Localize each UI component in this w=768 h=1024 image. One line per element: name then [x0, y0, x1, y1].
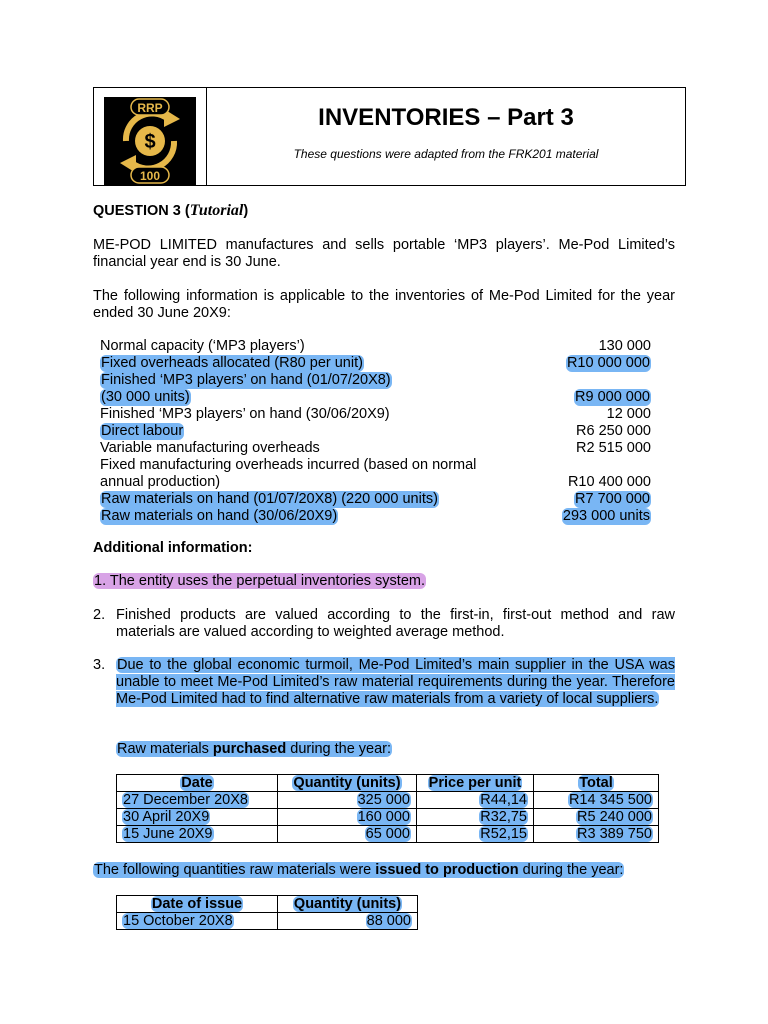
purchases-table [116, 774, 659, 843]
inventory-value: R2 515 000 [576, 440, 651, 456]
inventory-label: Finished ‘MP3 players’ on hand (01/07/20X8) [101, 372, 391, 388]
intro-paragraph-2: The following information is applicable to the inventories of Me-Pod Limited for the year ended 30 June 20X9: [93, 288, 675, 321]
additional-item-1 [93, 573, 426, 589]
additional-item-2-text: Finished products are valued according to the first-in, first-out method and raw materials are valued according to weighted average method. [116, 607, 675, 640]
column-header-quantity: Quantity (units) [278, 775, 417, 792]
cell-date: 30 April 20X9 [117, 809, 278, 826]
inventory-row [100, 508, 651, 525]
inventory-value: R6 250 000 [576, 423, 651, 439]
cell-quantity: 160 000 [278, 809, 417, 826]
intro-paragraph-1: ME-POD LIMITED manufactures and sells portable ‘MP3 players’. Me-Pod Limited’s financial year end is 30 June. [93, 237, 675, 270]
cell-quantity: 325 000 [278, 792, 417, 809]
inventory-row [100, 491, 651, 508]
issued-bold: issued to production [375, 862, 519, 878]
inventory-row [100, 440, 651, 457]
column-header-total: Total [534, 775, 659, 792]
cell-total: R14 345 500 [534, 792, 659, 809]
inventory-row [100, 372, 651, 389]
inventory-label: (30 000 units) [101, 389, 190, 405]
cell-quantity: 65 000 [278, 826, 417, 843]
table-row [117, 792, 659, 809]
issued-pre: The following quantities raw materials were [94, 862, 376, 878]
logo-bottom-text: 100 [139, 169, 161, 183]
inventory-row [100, 355, 651, 372]
issued-post: during the year: [518, 862, 624, 878]
additional-item-3-text: Due to the global economic turmoil, Me-Pod Limited’s main supplier in the USA was unable to meet Me-Pod Limited’s raw material requirements during the year. Therefore Me-Pod Limited had to find alternative raw materials from a variety of local suppliers. [116, 657, 675, 707]
cell-price: R32,75 [417, 809, 534, 826]
inventory-label: Finished ‘MP3 players’ on hand (30/06/20X9) [100, 406, 390, 422]
cell-date: 15 October 20X8 [117, 913, 278, 930]
inventory-label: Normal capacity (‘MP3 players’) [100, 338, 305, 354]
table-row [117, 913, 418, 930]
inventory-row [100, 457, 651, 474]
question-tag: Tutorial [189, 202, 244, 219]
inventory-label: Fixed manufacturing overheads incurred (based on normal [100, 457, 477, 473]
inventory-label: Variable manufacturing overheads [100, 440, 320, 456]
purchased-bold: purchased [212, 741, 287, 757]
table-header-row [117, 896, 418, 913]
inventory-value: R10 400 000 [567, 474, 651, 490]
question-close: ) [243, 203, 249, 219]
inventory-row [100, 406, 651, 423]
table-row [117, 809, 659, 826]
additional-item-1-text: 1. The entity uses the perpetual inventories system. [94, 573, 425, 589]
column-header-date-of-issue: Date of issue [117, 896, 278, 913]
inventory-value: 12 000 [606, 406, 651, 422]
inventory-value: 293 000 units [562, 508, 650, 524]
inventory-row [100, 423, 651, 440]
question-label: QUESTION 3 ( [93, 203, 190, 219]
issued-caption [93, 862, 624, 878]
cell-date: 27 December 20X8 [117, 792, 278, 809]
rrp-100-logo [104, 97, 196, 185]
additional-item-3 [116, 657, 675, 708]
cell-total: R3 389 750 [534, 826, 659, 843]
additional-item-3-number: 3. [93, 657, 106, 673]
issues-table [116, 895, 418, 930]
inventory-value: R9 000 000 [575, 389, 650, 405]
cell-quantity: 88 000 [278, 913, 418, 930]
inventory-label: Raw materials on hand (01/07/20X8) (220 000 units) [101, 491, 438, 507]
cell-price: R44,14 [417, 792, 534, 809]
svg-text:$: $ [144, 131, 156, 153]
column-header-quantity: Quantity (units) [278, 896, 418, 913]
logo-cell [94, 88, 207, 185]
page-subtitle: These questions were adapted from the FRK201 material [293, 147, 599, 161]
purchased-caption [116, 741, 392, 757]
header-box [93, 87, 686, 186]
question-heading [93, 202, 248, 220]
inventory-row [100, 338, 651, 355]
cell-total: R5 240 000 [534, 809, 659, 826]
additional-item-2-number: 2. [93, 607, 106, 623]
cell-date: 15 June 20X9 [117, 826, 278, 843]
inventory-value: R10 000 000 [566, 355, 650, 371]
inventory-label: Direct labour [101, 423, 184, 439]
page-title: INVENTORIES – Part 3 [318, 104, 574, 131]
inventory-row [100, 389, 651, 406]
inventory-row [100, 474, 651, 491]
purchased-post: during the year: [286, 741, 392, 757]
purchased-pre: Raw materials [117, 741, 213, 757]
cell-price: R52,15 [417, 826, 534, 843]
inventory-value: R7 700 000 [575, 491, 650, 507]
table-header-row [117, 775, 659, 792]
inventory-label: Fixed overheads allocated (R80 per unit) [101, 355, 363, 371]
inventory-label: annual production) [100, 474, 221, 490]
table-row [117, 826, 659, 843]
inventory-value: 130 000 [598, 338, 651, 354]
column-header-date: Date [117, 775, 278, 792]
column-header-price: Price per unit [417, 775, 534, 792]
inventory-label: Raw materials on hand (30/06/20X9) [101, 508, 338, 524]
additional-heading: Additional information: [93, 540, 253, 556]
logo-top-text: RRP [137, 101, 163, 115]
